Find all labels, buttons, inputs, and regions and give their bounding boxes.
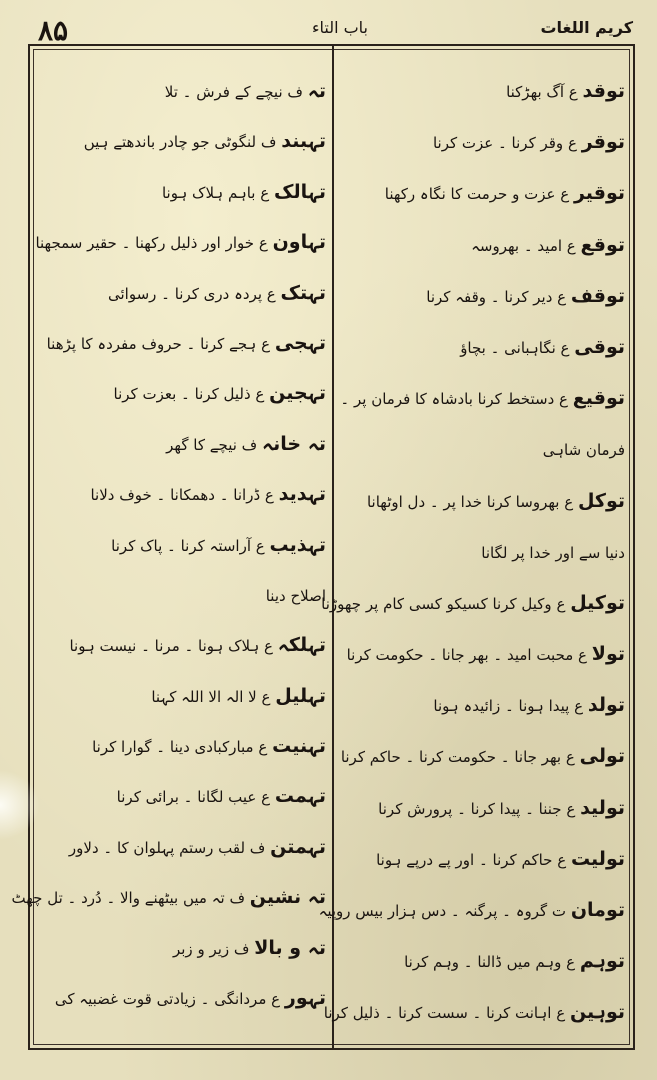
entry-r3 <box>340 220 625 271</box>
entry-l4 <box>40 268 326 318</box>
headword: توکیل <box>570 591 625 614</box>
definition: ت گروہ ۔ پرگنہ ۔ دس ہزار بیس روپیہ <box>318 902 567 920</box>
paper-stain <box>0 770 40 840</box>
definition: ع وکیل کرنا کسیکو کسی کام پر چھوڑنا <box>321 594 566 613</box>
definition: ع مردانگی ۔ زیادتی قوت غضبیہ کی <box>54 990 281 1009</box>
definition: ع حاکم کرنا ۔ اور پے درپے ہونا <box>376 850 567 869</box>
headword: تولیت <box>570 847 625 870</box>
entry-l6 <box>40 368 326 418</box>
definition: ع دستخط کرنا بادشاہ کا فرمان پر ۔ <box>340 390 568 409</box>
definition: ع عیب لگانا ۔ برائی کرنا <box>116 788 271 807</box>
headword: تولی <box>579 745 625 768</box>
definition: ف لقب رستم پہلوان کا ۔ دلاور <box>68 838 266 857</box>
headword: تولد <box>587 694 625 717</box>
entry-r1 <box>340 117 625 168</box>
definition: ع اہانت کرنا ۔ سست کرنا ۔ ذلیل کرنا <box>323 1004 566 1023</box>
definition: ع نگاہبانی ۔ بچاؤ <box>460 338 570 357</box>
entry-r7 <box>340 424 625 475</box>
headword: تہجین <box>269 382 326 405</box>
definition: ع عزت و حرمت کا نگاہ رکھنا <box>384 185 570 204</box>
entry-r14 <box>340 783 625 834</box>
entry-l11 <box>40 620 326 670</box>
entry-l9 <box>40 520 326 570</box>
definition: ف لنگوٹی جو چادر باندھتے ہیں <box>83 133 277 152</box>
definition: ع ذلیل کرنا ۔ بعزت کرنا <box>113 385 265 404</box>
entry-r15 <box>340 834 625 885</box>
entry-r16 <box>318 885 625 936</box>
definition: ع ڈرانا ۔ دھمکانا ۔ خوف دلانا <box>90 486 274 505</box>
headword: تہلیل <box>275 684 326 707</box>
headword: تہبند <box>281 130 326 153</box>
entry-r13 <box>340 731 625 782</box>
headword: تہمتن <box>270 835 326 858</box>
entry-r2 <box>340 168 625 219</box>
entry-r4 <box>340 271 625 322</box>
entry-l8 <box>40 469 326 519</box>
headword: توہم <box>579 950 625 973</box>
headword: توقیر <box>573 182 625 205</box>
headword: تہمت <box>274 785 326 808</box>
definition: ع پیدا ہونا ۔ زائیدہ ہونا <box>433 697 584 716</box>
headword: تہجی <box>274 331 326 354</box>
left-column <box>11 66 326 1036</box>
definition: ع آگ بھڑکنا <box>506 83 578 101</box>
entry-r12 <box>340 680 625 731</box>
definition: ف نیچے کے فرش ۔ تلا <box>164 83 303 101</box>
book-title: کریم اللغات <box>540 18 633 37</box>
definition: ع وہم میں ڈالنا ۔ وہم کرنا <box>404 953 576 972</box>
definition: ف زیر و زبر <box>172 939 250 958</box>
definition: ع پردہ دری کرنا ۔ رسوائی <box>108 284 276 303</box>
definition: ع جننا ۔ پیدا کرنا ۔ پرورش کرنا <box>378 799 576 818</box>
definition: ع دیر کرنا ۔ وقفہ کرنا <box>426 287 567 306</box>
headword: تہدید <box>278 483 326 506</box>
entry-l5 <box>40 318 326 368</box>
headword: تہالک <box>274 180 326 203</box>
definition: دنیا سے اور خدا پر لگانا <box>481 543 625 562</box>
definition: ع مبارکبادی دینا ۔ گوارا کرنا <box>92 738 268 757</box>
entry-r8 <box>340 476 625 527</box>
definition: ف تہ میں بیٹھنے والا ۔ دُرد ۔ تل چھٹ <box>11 889 245 908</box>
headword: توقر <box>581 131 625 154</box>
headword: تہنیت <box>272 735 326 758</box>
definition: ع ہلاک ہونا ۔ مرنا ۔ نیست ہونا <box>69 637 273 656</box>
entry-r5 <box>340 322 625 373</box>
definition: فرمان شاہی <box>542 441 625 460</box>
entry-l10 <box>40 570 326 620</box>
entry-l17 <box>40 923 326 973</box>
definition: ع بھروسا کرنا خدا پر ۔ دل اوٹھانا <box>366 492 574 511</box>
definition: اصلاح دینا <box>265 586 326 605</box>
entry-l14 <box>40 771 326 821</box>
entry-l16 <box>11 872 326 922</box>
definition: ع محبت امید ۔ بھر جانا ۔ حکومت کرنا <box>346 646 588 665</box>
headword: توقی <box>574 335 625 358</box>
headword: توکل <box>577 489 625 512</box>
headword: تہ <box>307 80 326 102</box>
definition: ع خوار اور ذلیل رکھنا ۔ حقیر سمجھنا <box>35 234 268 253</box>
headword: تہذیب <box>269 533 326 556</box>
definition: ع وقر کرنا ۔ عزت کرنا <box>432 134 577 153</box>
headword: تہاون <box>272 231 326 254</box>
headword: تہ نشین <box>249 886 326 909</box>
entry-r10 <box>321 578 625 629</box>
definition: ع باہم ہلاک ہونا <box>161 183 270 202</box>
headword: توقد <box>582 80 625 102</box>
entry-r9 <box>340 527 625 578</box>
headword: توقع <box>580 233 625 256</box>
headword: تہور <box>284 987 326 1010</box>
definition: ع لا الہ الا اللہ کہنا <box>151 687 271 706</box>
headword: تہتک <box>280 281 326 304</box>
entry-l3 <box>35 217 326 267</box>
definition: ع آراستہ کرنا ۔ پاک کرنا <box>111 536 265 555</box>
entry-l12 <box>40 671 326 721</box>
entry-r0 <box>340 66 625 117</box>
page-number: ۸۵ <box>38 14 69 47</box>
headword: تولا <box>591 643 625 666</box>
headword: توقیع <box>572 387 625 410</box>
headword: تہ و بالا <box>254 936 326 959</box>
definition: ع امید ۔ بھروسہ <box>471 236 576 255</box>
headword: تومان <box>570 899 625 921</box>
entry-r18 <box>323 987 625 1038</box>
right-column <box>318 66 625 1036</box>
entry-l15 <box>40 822 326 872</box>
entry-r11 <box>340 629 625 680</box>
section-heading: باب التاء <box>311 18 369 37</box>
entry-r17 <box>340 936 625 987</box>
entry-l0 <box>40 66 326 116</box>
headword: توہین <box>569 1001 625 1024</box>
headword: توقف <box>570 284 625 307</box>
entry-l13 <box>40 721 326 771</box>
headword: تولید <box>580 796 625 819</box>
definition: ع ہجے کرنا ۔ حروف مفردہ کا پڑھنا <box>46 334 271 353</box>
headword: تہلکہ <box>277 634 326 657</box>
entry-l2 <box>40 167 326 217</box>
definition: ع بھر جانا ۔ حکومت کرنا ۔ حاکم کرنا <box>340 748 575 767</box>
headword: تہ خانہ <box>262 432 326 455</box>
entry-r6 <box>340 373 625 424</box>
entry-l7 <box>40 419 326 469</box>
entry-l18 <box>40 973 326 1023</box>
definition: ف نیچے کا گھر <box>166 435 258 454</box>
entry-l1 <box>40 116 326 166</box>
